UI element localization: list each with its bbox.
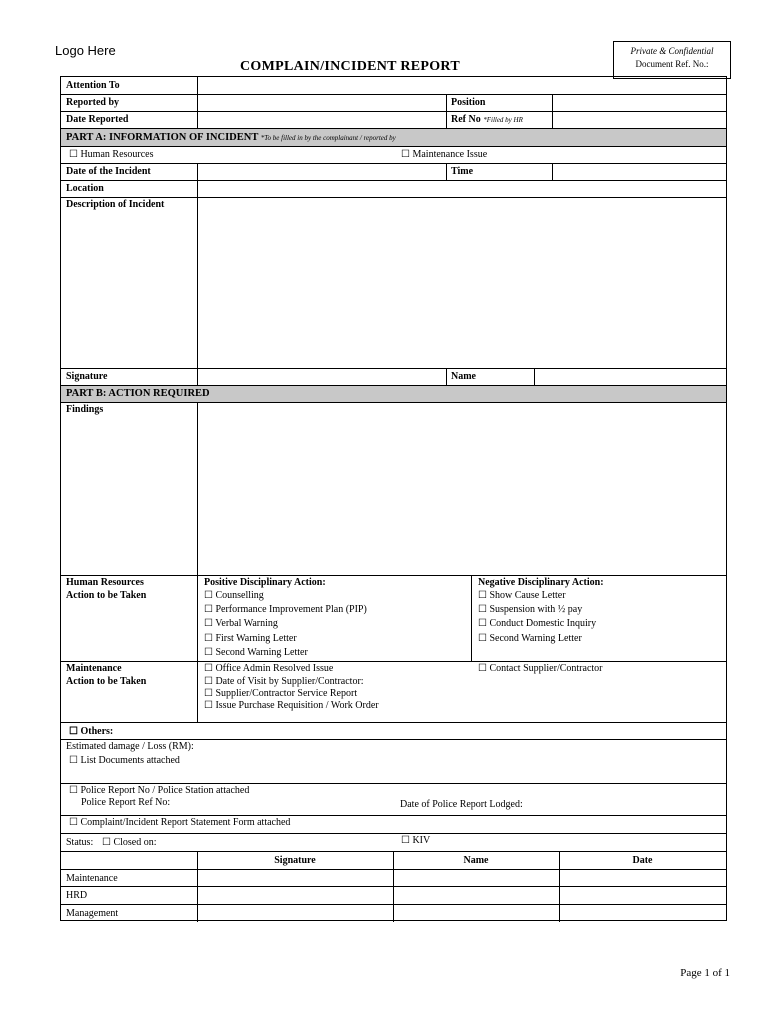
date-of-incident-field[interactable] — [198, 164, 445, 180]
positive-option-counselling[interactable]: ☐ Counselling — [204, 590, 264, 601]
maint-option-visit-date[interactable]: ☐ Date of Visit by Supplier/Contractor: — [204, 676, 364, 687]
ref-no-note: *Filled by HR — [483, 116, 523, 124]
document-ref-label: Document Ref. No.: — [635, 59, 709, 69]
page-number: Page 1 of 1 — [680, 967, 730, 979]
positive-option-first-warning[interactable]: ☐ First Warning Letter — [204, 633, 297, 644]
signature-field[interactable] — [198, 369, 445, 385]
maint-option-purchase-requisition[interactable]: ☐ Issue Purchase Requisition / Work Order — [204, 700, 379, 711]
row-label-management: Management — [66, 908, 119, 919]
hr-action-label: Action to be Taken — [66, 590, 147, 601]
signature-label: Signature — [66, 371, 108, 382]
attention-to-field[interactable] — [198, 77, 726, 94]
row-label-hrd: HRD — [66, 890, 88, 901]
maint-option-contact-supplier[interactable]: ☐ Contact Supplier/Contractor — [478, 663, 603, 674]
estimated-damage-label: Estimated damage / Loss (RM): — [66, 741, 194, 752]
name-column-header: Name — [463, 855, 489, 866]
closed-on-option[interactable]: ☐ Closed on: — [102, 837, 157, 848]
maintenance-label: Maintenance — [66, 663, 122, 674]
location-label: Location — [66, 183, 104, 194]
positive-action-title: Positive Disciplinary Action: — [204, 577, 326, 588]
negative-option-suspension[interactable]: ☐ Suspension with ½ pay — [478, 604, 583, 615]
part-b-heading: PART B: ACTION REQUIRED — [66, 388, 210, 399]
maintenance-action-label: Action to be Taken — [66, 676, 147, 687]
hr-label: Human Resources — [66, 577, 144, 588]
confidential-label: Private & Confidential — [630, 46, 714, 56]
maint-option-admin-resolved[interactable]: ☐ Office Admin Resolved Issue — [204, 663, 334, 674]
position-field[interactable] — [553, 95, 726, 111]
maint-option-service-report[interactable]: ☐ Supplier/Contractor Service Report — [204, 688, 358, 699]
negative-option-show-cause[interactable]: ☐ Show Cause Letter — [478, 590, 566, 601]
reported-by-field[interactable] — [198, 95, 445, 111]
location-field[interactable] — [198, 181, 726, 197]
findings-field[interactable] — [198, 403, 726, 575]
police-date-label: Date of Police Report Lodged: — [400, 799, 523, 810]
row-label-maintenance: Maintenance — [66, 873, 118, 884]
option-human-resources[interactable]: ☐ Human Resources — [69, 149, 154, 160]
logo-placeholder: Logo Here — [55, 43, 116, 58]
negative-option-domestic-inquiry[interactable]: ☐ Conduct Domestic Inquiry — [478, 618, 597, 629]
police-ref-label: Police Report Ref No: — [81, 797, 171, 808]
confidential-box — [613, 41, 731, 79]
others-option[interactable]: ☐ Others: — [69, 726, 114, 737]
negative-option-second-warning[interactable]: ☐ Second Warning Letter — [478, 633, 582, 644]
page-title: COMPLAIN/INCIDENT REPORT — [240, 59, 460, 74]
part-a-heading: PART A: INFORMATION OF INCIDENT *To be filled in by the complainant / reported by — [66, 132, 396, 143]
attention-to-label: Attention To — [66, 80, 120, 91]
positive-option-verbal-warning[interactable]: ☐ Verbal Warning — [204, 618, 278, 629]
time-label: Time — [451, 166, 474, 177]
date-column-header: Date — [632, 855, 653, 866]
positive-option-second-warning[interactable]: ☐ Second Warning Letter — [204, 647, 308, 658]
date-reported-label: Date Reported — [66, 114, 129, 125]
time-field[interactable] — [553, 164, 726, 180]
date-of-incident-label: Date of the Incident — [66, 166, 151, 177]
positive-option-pip[interactable]: ☐ Performance Improvement Plan (PIP) — [204, 604, 367, 615]
list-documents-option[interactable]: ☐ List Documents attached — [69, 755, 180, 766]
date-reported-field[interactable] — [198, 112, 445, 128]
part-a-note: *To be filled in by the complainant / reported by — [260, 134, 396, 142]
position-label: Position — [451, 97, 486, 108]
negative-action-title: Negative Disciplinary Action: — [478, 577, 604, 588]
ref-no-label: Ref No *Filled by HR — [451, 114, 523, 125]
name-field[interactable] — [535, 369, 726, 385]
kiv-option[interactable]: ☐ KIV — [401, 835, 431, 846]
reported-by-label: Reported by — [66, 97, 120, 108]
report-form — [60, 76, 727, 921]
signature-column-header: Signature — [274, 855, 316, 866]
description-field[interactable] — [198, 198, 726, 368]
statement-form-option[interactable]: ☐ Complaint/Incident Report Statement Form attached — [69, 817, 291, 828]
ref-no-field[interactable] — [553, 112, 726, 128]
police-report-option[interactable]: ☐ Police Report No / Police Station attached — [69, 785, 250, 796]
option-maintenance-issue[interactable]: ☐ Maintenance Issue — [401, 149, 488, 160]
name-label: Name — [451, 371, 476, 382]
findings-label: Findings — [66, 404, 104, 415]
status-label: Status: — [66, 837, 94, 848]
description-label: Description of Incident — [66, 199, 165, 210]
